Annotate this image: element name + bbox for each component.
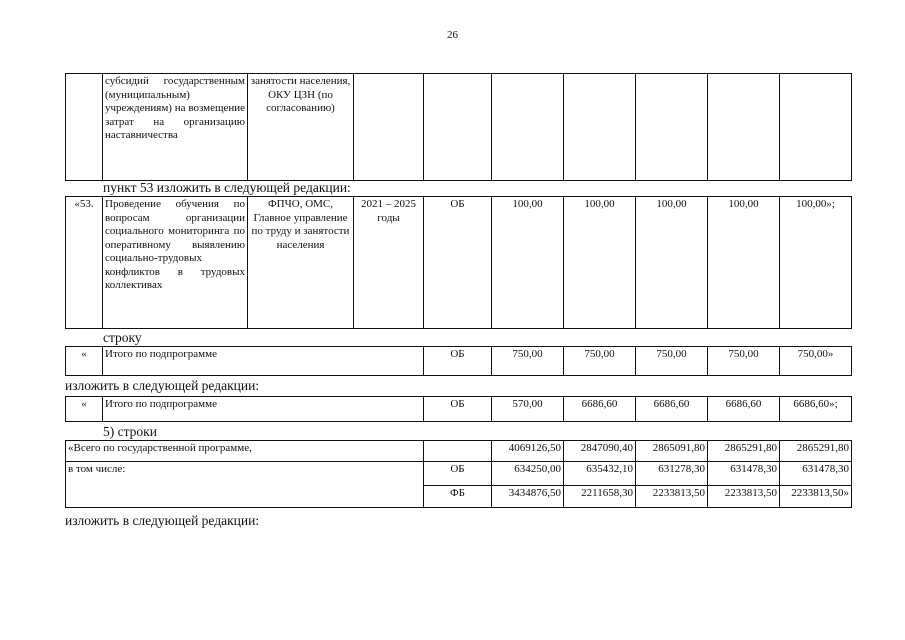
value-cell: 750,00 bbox=[708, 347, 780, 376]
value-cell: 3434876,50 bbox=[492, 486, 564, 508]
value-cell: 2865091,80 bbox=[636, 441, 708, 462]
source-cell: ФБ bbox=[424, 486, 492, 508]
source-cell: ОБ bbox=[424, 347, 492, 376]
value-cell: 4069126,50 bbox=[492, 441, 564, 462]
subtotal-label-cell: Итого по подпрограмме bbox=[103, 397, 424, 422]
program-totals-table bbox=[65, 440, 852, 508]
value-cell: 6686,60 bbox=[708, 397, 780, 422]
cell-empty bbox=[636, 74, 708, 181]
value-cell: 570,00 bbox=[492, 397, 564, 422]
instruction-line: изложить в следующей редакции: bbox=[65, 378, 260, 393]
source-cell: ОБ bbox=[424, 397, 492, 422]
value-cell: 2847090,40 bbox=[564, 441, 636, 462]
new-subtotal-table bbox=[65, 396, 852, 422]
executor-cell: занятости населения, ОКУ ЦЗН (по согласованию) bbox=[248, 74, 354, 181]
cell-empty bbox=[66, 74, 103, 181]
cell-empty bbox=[424, 74, 492, 181]
value-cell: 631478,30 bbox=[708, 462, 780, 486]
subtotal-label-cell: Итого по подпрограмме bbox=[103, 347, 424, 376]
measure-name-cell: субсидий государственным (муниципальным) учреждениям) на возмещение затрат на организацию наставничества bbox=[103, 74, 248, 181]
cell-empty bbox=[708, 74, 780, 181]
quote-cell: « bbox=[66, 397, 103, 422]
executor-cell: ФПЧО, ОМС, Главное управление по труду и занятости населения bbox=[248, 197, 354, 329]
instruction-line: 5) строки bbox=[103, 424, 157, 439]
value-cell: 100,00 bbox=[636, 197, 708, 329]
cell-empty bbox=[492, 74, 564, 181]
value-cell: 100,00 bbox=[708, 197, 780, 329]
item-number-cell: «53. bbox=[66, 197, 103, 329]
value-cell: 635432,10 bbox=[564, 462, 636, 486]
page-number: 26 bbox=[447, 29, 458, 41]
value-cell: 2233813,50 bbox=[708, 486, 780, 508]
value-cell: 750,00 bbox=[564, 347, 636, 376]
cell-empty bbox=[780, 74, 852, 181]
source-cell: ОБ bbox=[424, 197, 492, 329]
value-cell: 750,00 bbox=[636, 347, 708, 376]
value-cell: 631278,30 bbox=[636, 462, 708, 486]
value-cell: 2233813,50» bbox=[780, 486, 852, 508]
instruction-line: строку bbox=[103, 330, 142, 345]
including-label-cell: в том числе: bbox=[66, 462, 424, 508]
item-53-table bbox=[65, 196, 852, 329]
value-cell: 634250,00 bbox=[492, 462, 564, 486]
measure-name-cell: Проведение обучения по вопросам организации социального мониторинга по оперативному выявлению социально-трудовых конфликтов в трудовых коллективах bbox=[103, 197, 248, 329]
source-cell: ОБ bbox=[424, 462, 492, 486]
value-cell: 2233813,50 bbox=[636, 486, 708, 508]
value-cell: 750,00» bbox=[780, 347, 852, 376]
value-cell: 750,00 bbox=[492, 347, 564, 376]
value-cell: 6686,60»; bbox=[780, 397, 852, 422]
value-cell: 2865291,80 bbox=[708, 441, 780, 462]
continuation-table bbox=[65, 73, 852, 181]
total-label-cell: «Всего по государственной программе, bbox=[66, 441, 424, 462]
value-cell: 100,00»; bbox=[780, 197, 852, 329]
value-cell: 2211658,30 bbox=[564, 486, 636, 508]
value-cell: 2865291,80 bbox=[780, 441, 852, 462]
value-cell: 100,00 bbox=[492, 197, 564, 329]
instruction-line: изложить в следующей редакции: bbox=[65, 513, 260, 528]
cell-empty bbox=[564, 74, 636, 181]
cell-empty bbox=[424, 441, 492, 462]
value-cell: 631478,30 bbox=[780, 462, 852, 486]
value-cell: 6686,60 bbox=[564, 397, 636, 422]
value-cell: 6686,60 bbox=[636, 397, 708, 422]
cell-empty bbox=[354, 74, 424, 181]
value-cell: 100,00 bbox=[564, 197, 636, 329]
quote-cell: « bbox=[66, 347, 103, 376]
period-cell: 2021 – 2025 годы bbox=[354, 197, 424, 329]
instruction-item-53: пункт 53 изложить в следующей редакции: bbox=[103, 180, 351, 195]
old-subtotal-table bbox=[65, 346, 852, 376]
